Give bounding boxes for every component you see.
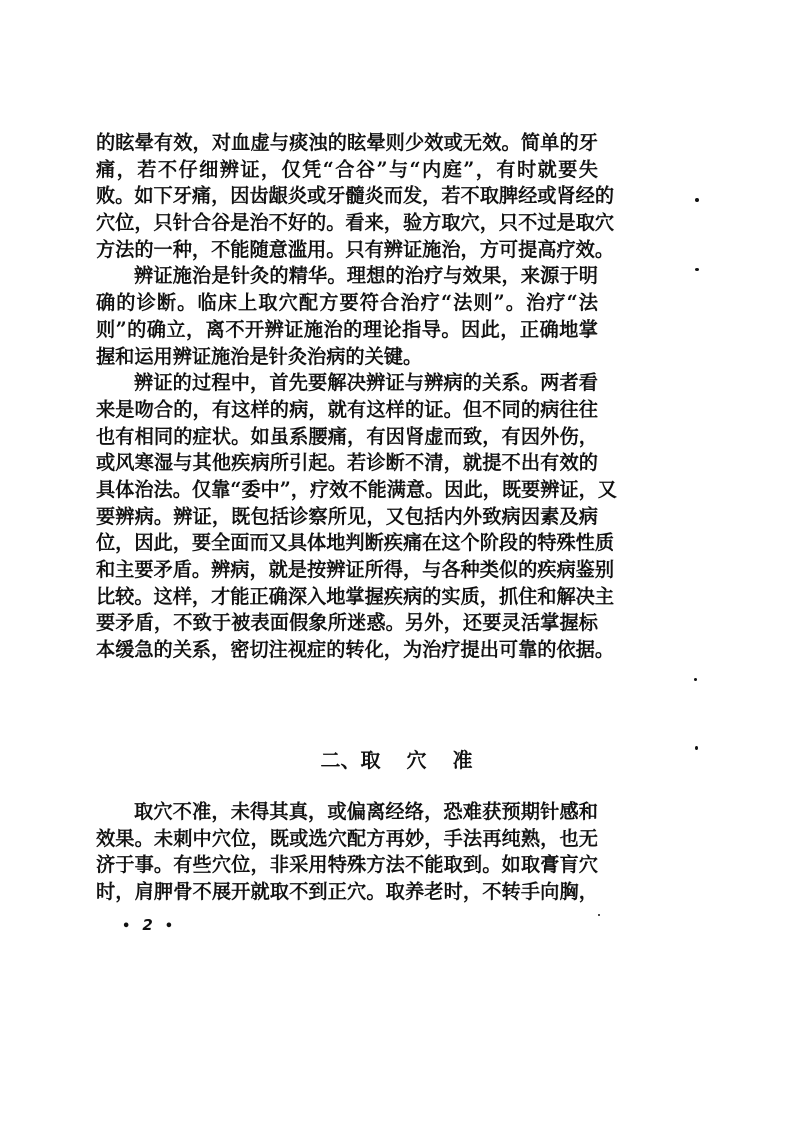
text-line: 也有相同的症状。如虽系腰痛，有因肾虚而致，有因外伤， <box>96 424 598 448</box>
text-line: 位，因此，要全面而又具体地判断疾痛在这个阶段的特殊性质 <box>96 531 615 555</box>
scan-speck <box>598 914 600 916</box>
text-line: 确的诊断。临床上取穴配方要符合治疗“法则”。治疗“法 <box>96 291 598 315</box>
page-number <box>110 916 185 934</box>
paragraph-bianzheng-essence <box>96 263 598 370</box>
page-number-value: 2 <box>142 916 153 934</box>
scan-speck <box>694 678 697 681</box>
text-line: 痛，若不仔细辨证，仅凭“合谷”与“内庭”，有时就要失 <box>96 157 598 181</box>
scan-speck <box>695 746 698 750</box>
body-text-block <box>96 130 617 664</box>
text-line: 具体治法。仅靠“委中”，疗效不能满意。因此，既要辨证，又 <box>96 477 617 501</box>
text-line: 本缓急的关系，密切注视症的转化，为治疗提出可靠的依据。 <box>96 638 615 662</box>
text-line: 的眩晕有效，对血虚与痰浊的眩晕则少效或无效。简单的牙 <box>96 131 598 154</box>
text-line: 时，肩胛骨不展开就取不到正穴。取养老时，不转手向胸， <box>96 880 598 904</box>
paragraph-continuation <box>96 130 615 263</box>
text-line: 辨证的过程中，首先要解决辨证与辨病的关系。两者看 <box>134 371 598 395</box>
text-line: 取穴不准，未得其真，或偏离经络，恐难获预期针感和 <box>134 800 598 823</box>
scan-speck <box>695 198 699 202</box>
section-heading <box>0 744 793 773</box>
paragraph-acupoint-accuracy <box>96 799 598 906</box>
section-number: 二、 <box>320 748 361 772</box>
page-number-dot-left: • <box>122 919 131 934</box>
text-line: 穴位，只针合谷是治不好的。看来，验方取穴，只不过是取穴 <box>96 211 615 235</box>
text-line: 效果。未刺中穴位，既或选穴配方再妙，手法再纯熟，也无 <box>96 826 598 850</box>
text-line: 济于事。有些穴位，非采用特殊方法不能取到。如取膏肓穴 <box>96 853 598 877</box>
text-line: 或风寒湿与其他疾病所引起。若诊断不清，就提不出有效的 <box>96 451 598 475</box>
page-number-dot-right: • <box>164 919 174 934</box>
text-line: 要矛盾，不致于被表面假象所迷惑。另外，还要灵活掌握标 <box>96 611 598 635</box>
section-title-char: 穴 <box>406 748 427 772</box>
section-title-char: 准 <box>452 748 473 772</box>
text-line: 方法的一种，不能随意滥用。只有辨证施治，方可提高疗效。 <box>96 237 615 261</box>
text-line: 来是吻合的，有这样的病，就有这样的证。但不同的病往往 <box>96 397 598 421</box>
text-line: 比较。这样，才能正确深入地掌握疾病的实质，抓住和解决主 <box>96 584 615 608</box>
text-line: 要辨病。辨证，既包括诊察所见，又包括内外致病因素及病 <box>96 504 598 528</box>
paragraph-bianzheng-bianbing <box>96 370 617 664</box>
text-line: 和主要矛盾。辨病，就是按辨证所得，与各种类似的疾病鉴别 <box>96 558 615 581</box>
text-line: 则”的确立，离不开辨证施治的理论指导。因此，正确地掌 <box>96 317 598 341</box>
section-title-char: 取 <box>360 748 381 772</box>
text-line: 辨证施治是针灸的精华。理想的治疗与效果，来源于明 <box>134 264 598 288</box>
text-line: 败。如下牙痛，因齿龈炎或牙髓炎而发，若不取脾经或肾经的 <box>96 184 615 208</box>
scan-speck <box>695 268 699 271</box>
text-line: 握和运用辨证施治是针灸治病的关键。 <box>96 344 423 368</box>
